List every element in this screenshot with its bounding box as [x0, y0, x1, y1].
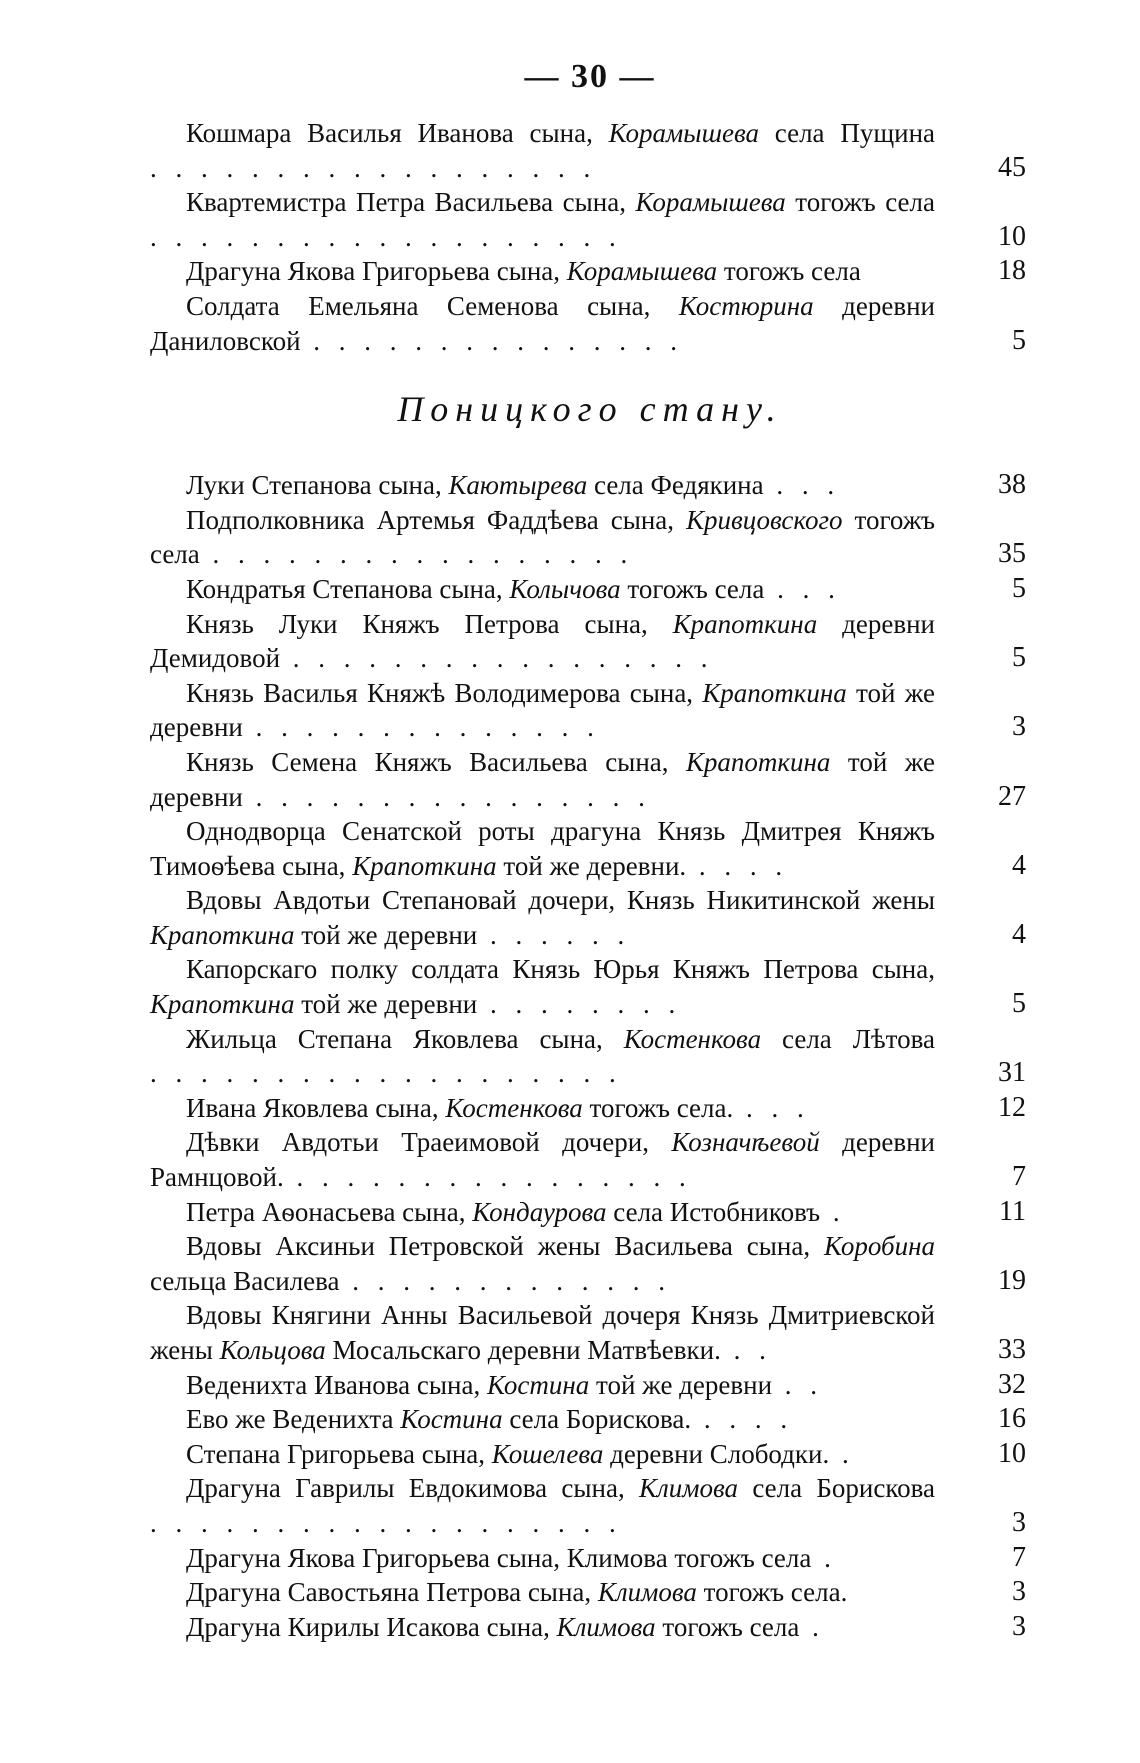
entry-post: тогожъ села.	[582, 1092, 734, 1123]
entry-number: 7	[1012, 1541, 1026, 1573]
entry-number: 7	[1012, 1161, 1026, 1193]
entry-surname: Костенкова	[623, 1023, 762, 1054]
entry-pre: Капорскаго полку солдата Князь Юрья Княжъ Петрова сына,	[186, 954, 935, 985]
entry-post: села Истобниковъ	[606, 1196, 821, 1227]
entry-pre: Подполковника Артемья Фаддѣева сына,	[186, 504, 687, 535]
dot-leader: . . . . . . . . . . . . . . . . . . .	[150, 1058, 622, 1089]
entry-number: 3	[1012, 1610, 1026, 1642]
entry-pre: Однодворца Сенатской роты драгуна Князь Дмитрея Княжъ Тимоѳѣева сына,	[150, 816, 935, 881]
entry-number: 5	[1012, 324, 1026, 356]
dot-leader: . . . . . . . . . . . . .	[339, 1265, 672, 1296]
dot-leader: . .	[772, 1369, 824, 1400]
entry-pre: Степана Григорьева сына,	[186, 1438, 492, 1469]
dot-leader: . . . .	[686, 850, 789, 881]
entry-number: 10	[998, 220, 1026, 252]
dot-leader: . . . . . . . .	[477, 989, 682, 1020]
entry-surname: Кошелева	[491, 1438, 604, 1469]
entry-post: Мосальскаго деревни Матвѣевки.	[325, 1335, 721, 1365]
entry-number: 5	[1012, 572, 1026, 604]
entry-number: 5	[1012, 988, 1026, 1020]
list-item	[150, 185, 1030, 254]
dot-leader: . . .	[763, 470, 841, 501]
list-item	[150, 1437, 1030, 1472]
entry-number: 31	[998, 1057, 1026, 1089]
entry-pre: Луки Степанова сына,	[186, 470, 449, 501]
entry-post: той же деревни	[150, 677, 935, 743]
dot-leader: . . .	[733, 1092, 810, 1123]
entry-pre: Ивана Яковлева сына,	[186, 1092, 446, 1123]
entry-surname: Крапоткина	[150, 989, 295, 1020]
list-item	[150, 468, 1030, 503]
list-item	[150, 1229, 1030, 1298]
page-number: — 30 —	[524, 58, 656, 95]
entry-number: 18	[998, 255, 1026, 287]
entry-number: 45	[998, 151, 1026, 183]
entry-pre: Петра Аѳонасьева сына,	[186, 1196, 473, 1227]
dot-leader: . . . . . . . . . . . . . .	[242, 712, 600, 743]
list-item	[150, 1298, 1030, 1367]
entry-pre: Драгуна Кирилы Исакова сына,	[186, 1611, 557, 1642]
dot-leader: . . . .	[691, 1404, 794, 1435]
entry-post: деревни Слободки.	[603, 1438, 830, 1469]
entry-surname: Климова	[639, 1473, 739, 1504]
entry-post: тогожъ села	[150, 504, 935, 570]
entry-surname: Крапоткина	[685, 746, 831, 777]
entry-surname: Крапоткина	[672, 608, 818, 639]
entry-post: села Пущина	[758, 118, 935, 148]
entry-pre: Кошмара Василья Иванова сына,	[186, 118, 609, 148]
entry-surname: Крапоткина	[352, 850, 497, 881]
entry-post: тогожъ села	[785, 187, 935, 218]
entry-pre: Солдата Емельяна Семенова сына,	[186, 290, 679, 321]
entry-post: той же деревни.	[496, 850, 687, 881]
dot-leader: . . . . . . . . . . . . . . . . . .	[150, 152, 597, 183]
entry-pre: Ево же Веденихта	[186, 1404, 401, 1435]
entry-surname: Кольцова	[219, 1335, 326, 1365]
entry-number: 27	[998, 780, 1026, 812]
dot-leader: . . . . . . . . . . . . . . . .	[242, 781, 651, 812]
entry-number: 10	[998, 1437, 1026, 1469]
list-item	[150, 503, 1030, 572]
entry-number: 4	[1012, 849, 1026, 881]
list-item	[150, 1575, 1030, 1610]
entry-number: 5	[1012, 642, 1026, 674]
entry-surname: Колычова	[509, 573, 621, 604]
list-item	[150, 1402, 1030, 1437]
entry-post: деревни Рамнцовой.	[150, 1127, 935, 1193]
entry-post: деревни Демидовой	[150, 608, 936, 674]
entry-pre: Вдовы Аксиньи Петровской жены Васильева сына,	[186, 1231, 824, 1262]
entry-number: 4	[1012, 918, 1026, 950]
entry-pre: Драгуна Якова Григорьева сына, Климова тогожъ села	[186, 1542, 812, 1573]
entry-number: 38	[998, 469, 1026, 501]
list-item	[150, 1125, 1030, 1194]
section-title: Поницкого стану.	[397, 389, 783, 430]
entry-surname: Коробина	[823, 1231, 935, 1262]
entries-main	[150, 468, 1030, 1644]
entry-post: той же деревни	[294, 919, 478, 950]
list-item	[150, 1091, 1030, 1126]
list-item	[150, 1471, 1030, 1540]
book-page	[150, 58, 1030, 1644]
entry-surname: Кондаурова	[472, 1196, 607, 1227]
dot-leader: . . . . . . . . . . . . . . . . .	[280, 643, 714, 674]
list-item	[150, 1610, 1030, 1645]
list-item	[150, 607, 1030, 676]
entry-surname: Климова	[597, 1577, 697, 1608]
entry-surname: Костина	[486, 1369, 590, 1400]
list-item	[150, 952, 1030, 1021]
entry-surname: Костенкова	[445, 1092, 583, 1123]
list-item	[150, 572, 1030, 607]
entry-pre: Кондратья Степанова сына,	[186, 573, 510, 604]
entry-surname: Крапоткина	[150, 919, 295, 950]
entry-post: той же деревни	[589, 1369, 773, 1400]
dot-leader: . . . . . . . . . . . . . . . . .	[199, 539, 634, 570]
entry-number: 16	[998, 1403, 1026, 1435]
entry-number: 19	[998, 1264, 1026, 1296]
list-item	[150, 1195, 1030, 1230]
list-item	[150, 883, 1030, 952]
entry-surname: Козначѣевой	[671, 1127, 820, 1158]
entry-pre: Веденихта Иванова сына,	[186, 1369, 487, 1400]
entry-surname: Корамышева	[566, 256, 718, 287]
dot-leader: . . . . . . . . . . . . . . . . . . .	[150, 1507, 622, 1538]
list-item	[150, 116, 1030, 185]
entry-surname: Костина	[400, 1404, 503, 1435]
entry-number: 3	[1012, 1506, 1026, 1538]
entry-number: 3	[1012, 1576, 1026, 1608]
entry-pre: Жильца Степана Яковлева сына,	[186, 1023, 624, 1054]
list-item	[150, 289, 1030, 358]
entry-pre: Драгуна Якова Григорьева сына,	[186, 256, 567, 287]
dot-leader: .	[820, 1196, 846, 1227]
dot-leader: . . .	[764, 573, 841, 604]
entry-number: 32	[998, 1368, 1026, 1400]
entry-post: села Борискова.	[502, 1404, 692, 1435]
entry-surname: Крапоткина	[702, 677, 847, 708]
entry-pre: Драгуна Гаврилы Евдокимова сына,	[186, 1473, 640, 1504]
entry-number: 11	[999, 1195, 1026, 1227]
dot-leader: .	[799, 1611, 825, 1642]
dot-leader: . .	[720, 1335, 772, 1365]
entry-number: 3	[1012, 711, 1026, 743]
dot-leader: .	[811, 1542, 837, 1573]
entry-surname: Костюрина	[678, 290, 814, 321]
entry-post: тогожъ села	[620, 573, 765, 604]
list-item	[150, 676, 1030, 745]
entry-post: тогожъ села.	[696, 1577, 848, 1608]
entry-post: села Борискова	[738, 1473, 935, 1504]
dot-leader: .	[829, 1438, 855, 1469]
entry-surname: Корамышева	[608, 118, 759, 148]
entry-post: тогожъ села	[655, 1611, 800, 1642]
entry-pre: Князь Василья Княжѣ Володимерова сына,	[186, 677, 703, 708]
entry-pre: Драгуна Савостьяна Петрова сына,	[186, 1577, 598, 1608]
dot-leader: . . . . . . . . . . . . . . .	[300, 325, 684, 356]
entry-number: 33	[998, 1334, 1026, 1365]
entry-number: 35	[998, 538, 1026, 570]
list-item	[150, 254, 1030, 289]
dot-leader: . . . . . . . . . . . . . . . . . . .	[150, 221, 622, 252]
entry-number: 12	[998, 1091, 1026, 1123]
entry-pre: Дѣвки Авдотьи Траеимовой дочери,	[186, 1127, 672, 1158]
entry-pre: Князь Луки Княжъ Петрова сына,	[186, 608, 673, 639]
entry-surname: Каютырева	[448, 470, 588, 501]
entry-pre: Князь Семена Княжъ Васильева сына,	[186, 746, 686, 777]
dot-leader: . . . . . . . . . . . . . . . .	[283, 1162, 692, 1193]
entry-surname: Кривцовского	[686, 504, 843, 535]
entry-surname: Корамышева	[635, 187, 786, 218]
entries-top	[150, 116, 1030, 358]
entry-post: тогожъ села	[717, 256, 861, 287]
entry-post: той же деревни	[294, 989, 478, 1020]
list-item	[150, 745, 1030, 814]
list-item	[150, 1368, 1030, 1403]
entry-post: сельца Василева	[150, 1265, 340, 1296]
entry-post: деревни Даниловской	[150, 290, 935, 356]
list-item	[150, 1022, 1030, 1091]
list-item	[150, 814, 1030, 883]
entry-pre: Квартемистра Петра Васильева сына,	[186, 187, 636, 218]
entry-post: села Федякина	[587, 470, 764, 501]
entry-surname: Климова	[556, 1611, 656, 1642]
entry-post: села Лѣтова	[761, 1023, 936, 1054]
entry-pre: Вдовы Княгини Анны Васильевой дочеря Князь Дмитриевской жены	[150, 1300, 935, 1365]
entry-pre: Вдовы Авдотьи Степановай дочери, Князь Никитинской жены	[186, 885, 935, 916]
dot-leader: . . . . . .	[477, 919, 631, 950]
entry-post: той же деревни	[150, 746, 935, 812]
list-item	[150, 1541, 1030, 1576]
